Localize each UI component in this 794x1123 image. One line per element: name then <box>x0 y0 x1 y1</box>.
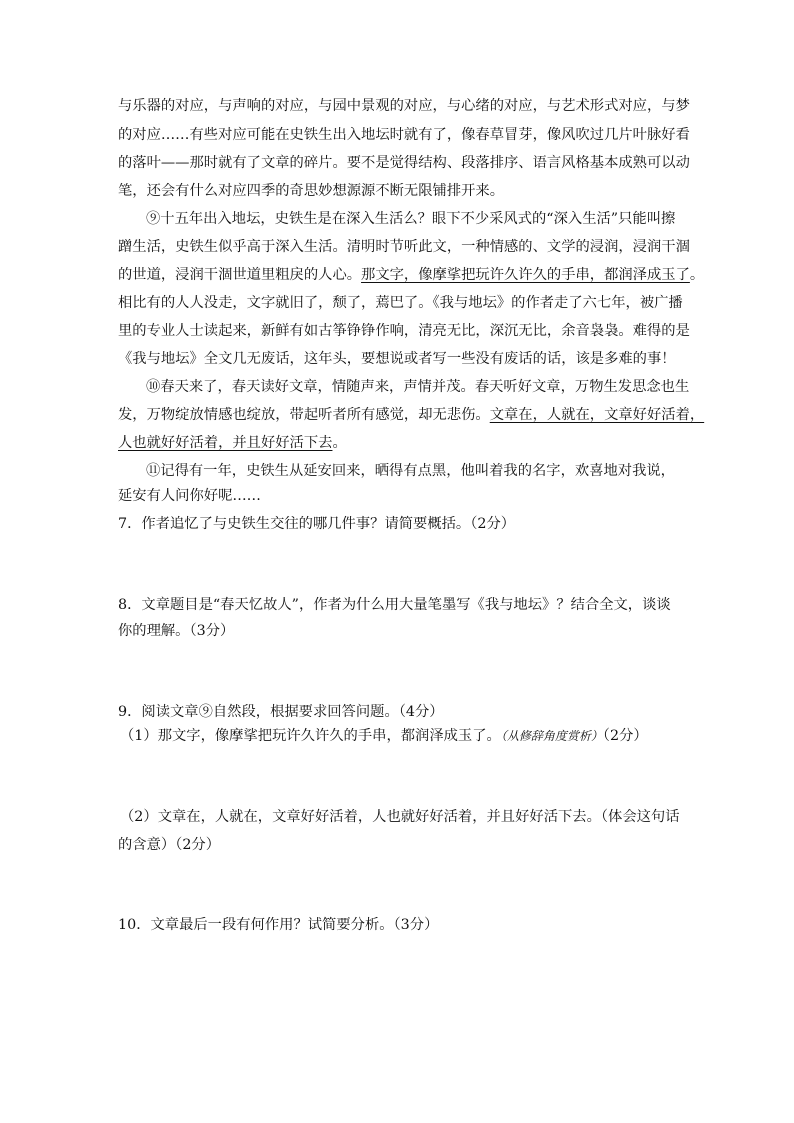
paragraph-10-line-2 <box>118 405 705 425</box>
paragraph-9-line-4: 相比有的人人没走，文字就旧了，颓了，蔫巴了。《我与地坛》的作者走了六七年，被广播 <box>118 295 683 311</box>
paragraph-8-line-1: 与乐器的对应，与声响的对应，与园中景观的对应，与心绪的对应，与艺术形式对应，与梦 <box>118 98 690 114</box>
underlined-sentence-1: 那文字，像摩挲把玩许久许久的手串，都润泽成玉了 <box>361 267 690 283</box>
paragraph-10-line-1: ⑩春天来了，春天读好文章，情随声来，声情并茂。春天听好文章，万物生发思念也生 <box>146 379 690 395</box>
paragraph-8-line-4: 笔，还会有什么对应四季的奇思妙想源源不断无限铺排开来。 <box>118 183 505 199</box>
question-7: 7．作者追忆了与史铁生交往的哪几件事？请简要概括。（2分） <box>118 516 516 532</box>
paragraph-10-text: 发，万物绽放情感也绽放，带起听者所有感觉，却无悲伤。 <box>118 407 490 423</box>
question-9-part-1 <box>120 726 680 746</box>
question-9-part-2-line-1: （2）文章在，人就在，文章好好活着，人也就好好活着，并且好好活下去。（体会这句话 <box>120 809 680 825</box>
paragraph-9-text: 的世道，浸润干涸世道里粗戾的人心。 <box>118 267 362 283</box>
underlined-sentence-2: 文章在，人就在，文章好好活着， <box>489 407 705 423</box>
question-9-part-2-line-2: 的含意）（2分） <box>118 837 221 853</box>
q9-1-score: （2分） <box>602 728 648 744</box>
paragraph-9-line-3 <box>118 265 705 285</box>
period: 。 <box>689 267 705 283</box>
paragraph-11-line-1: ⑪记得有一年，史铁生从延安回来，晒得有点黑，他叫着我的名字，欢喜地对我说， <box>146 463 675 479</box>
question-8-line-2: 你的理解。（3分） <box>118 623 235 639</box>
paragraph-8-line-3: 的落叶——那时就有了文章的碎片。要不是觉得结构、段落排序、语言风格基本成熟可以动 <box>118 155 690 171</box>
paragraph-9-line-6: 《我与地坛》全文几无废话，这年头，要想说或者写一些没有废话的话，该是多难的事！ <box>118 351 676 367</box>
paragraph-10-line-3 <box>118 433 678 453</box>
question-8-line-1: 8．文章题目是“春天忆故人”，作者为什么用大量笔墨写《我与地坛》？结合全文，谈谈 <box>118 597 671 613</box>
paragraph-11-line-2: 延安有人问你好呢…… <box>118 488 261 504</box>
paragraph-9-line-5: 里的专业人士读起来，新鲜有如古筝铮铮作响，清亮无比，深沉无比，余音袅袅。难得的是 <box>118 323 690 339</box>
q9-1-note: （从修辞角度赏析） <box>500 729 603 743</box>
period: 。 <box>332 435 347 451</box>
underlined-sentence-2-cont: 人也就好好活着，并且好好活下去 <box>118 435 333 451</box>
question-9: 9．阅读文章⑨自然段，根据要求回答问题。（4分） <box>118 704 444 720</box>
q9-1-text: （1）那文字，像摩挲把玩许久许久的手串，都润泽成玉了。 <box>120 728 501 744</box>
question-10: 10．文章最后一段有何作用？试简要分析。（3分） <box>118 917 439 933</box>
paragraph-9-line-1: ⑨十五年出入地坛，史铁生是在深入生活么？眼下不少采风式的“深入生活”只能叫擦 <box>146 211 676 227</box>
paragraph-9-line-2: 蹭生活，史铁生似乎高于深入生活。清明时节听此文，一种情感的、文学的浸润，浸润干涸 <box>118 239 690 255</box>
paragraph-8-line-2: 的对应……有些对应可能在史铁生出入地坛时就有了，像春草冒芽，像风吹过几片叶脉好看 <box>118 127 690 143</box>
